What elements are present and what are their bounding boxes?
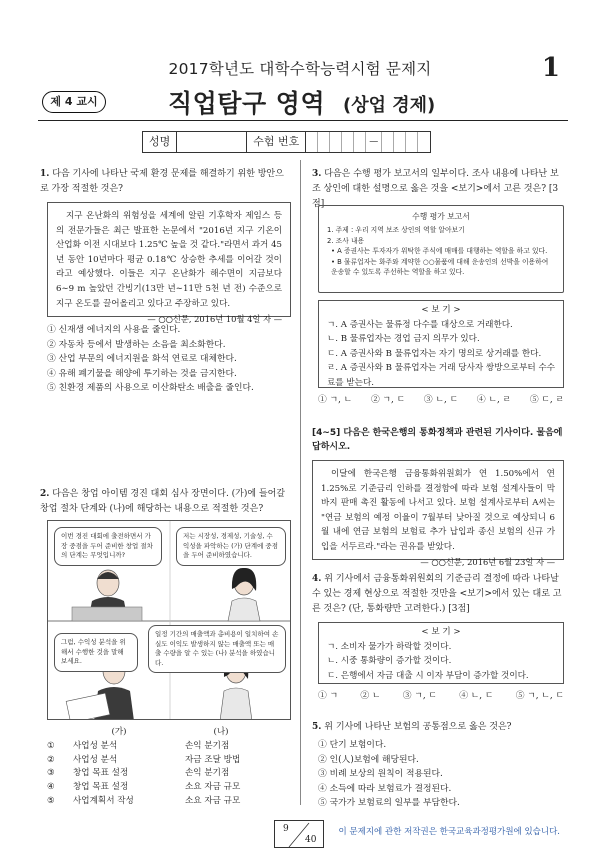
question-4 — [312, 572, 564, 617]
column-header-ga: (가) — [111, 727, 127, 737]
name-label: 성명 — [143, 132, 177, 152]
table-row[interactable]: ② 사업성 분석 자금 조달 방법 — [47, 754, 241, 765]
q1-source: — ○○신문, 2016년 10월 4일 자 — — [147, 314, 282, 325]
exam-number-dash: — — [366, 132, 382, 152]
question-text: 위 기사에 나타난 보험의 공통점으로 옳은 것은? — [324, 722, 512, 732]
exam-number-digit[interactable] — [418, 132, 430, 152]
table-row[interactable]: ① 사업성 분석 손익 분기점 — [47, 740, 230, 751]
question-5 — [312, 720, 564, 735]
table-row[interactable]: ⑤ 사업계획서 작성 소요 자금 규모 — [47, 795, 241, 806]
report-title: 수행 평가 보고서 — [412, 212, 470, 221]
bogi-label: < 보 기 > — [421, 305, 461, 315]
answer-option[interactable]: ③ ㄱ, ㄷ — [402, 691, 437, 701]
copyright-notice: 이 문제지에 관한 저작권은 한국교육과정평가원에 있습니다. — [338, 827, 560, 837]
speech-bubble-judge-1: 이번 경진 대회에 출전하면서 가장 중점을 두어 준비한 창업 절차의 단계는 무엇입니까? — [54, 527, 162, 566]
speech-bubble-contestant-2: 일정 기간의 매출액과 총비용이 일치하여 손실도 이익도 발생하지 않는 매출액 또는 매출 수량을 알 수 있는 (나) 분석을 하였습니다. — [148, 625, 286, 673]
q5-choices — [318, 738, 460, 811]
choice[interactable]: ② 자동차 등에서 발생하는 소음을 최소화한다. — [47, 339, 226, 350]
q2-answer-table — [47, 726, 291, 809]
bogi-item: ㄱ. 소비자 물가가 하락할 것이다. — [327, 641, 452, 652]
bogi-item: ㄹ. A 증권사와 B 물류업자는 거래 당사자 쌍방으로부터 수수료를 받는다. — [327, 363, 556, 388]
table-row[interactable]: ③ 창업 목표 설정 손익 분기점 — [47, 768, 230, 779]
choice[interactable]: ① 신재생 에너지의 사용을 줄인다. — [47, 325, 181, 335]
page-counter — [274, 820, 324, 848]
question-text: 다음은 창업 아이템 경진 대회 심사 장면이다. (가)에 들어갈 창업 절차 단계와 (나)에 해당하는 내용으로 적절한 것은? — [40, 489, 286, 514]
bogi-item: ㄴ. B 물류업자는 경업 금지 의무가 있다. — [327, 334, 480, 345]
q1-passage: 지구 온난화의 위험성을 세계에 알린 기후학자 제임스 등의 전문가들은 최근 발표한 논문에서 "2016년 지구 기온이 산업화 이전 시대보다 1.25℃ 높을 것 같다."라면서 과거 45년 동안 10년마다 평균 0.18℃ 상승한 추세를 이어갈 것이라고 예상했다. 이들은 지구 온난화가 해수면이 지금보다 6∼9 m 높았던 간빙기(13만 년∼11만 5천 년 전) 수준으로 지구 온도를 끌어올리고 있다고 주장하고 있다. — [56, 211, 282, 309]
bogi-item: ㄷ. A 증권사와 B 물류업자는 자기 명의로 상거래를 한다. — [327, 348, 542, 359]
table-row[interactable]: ④ 창업 목표 설정 소요 자금 규모 — [47, 782, 241, 793]
exam-number-label: 수험 번호 — [247, 132, 306, 152]
answer-option[interactable]: ④ ㄴ, ㄷ — [459, 691, 494, 701]
q1-passage-box — [47, 202, 291, 325]
page-number: 1 — [541, 53, 560, 83]
bogi-label: < 보 기 > — [421, 627, 461, 637]
choice[interactable]: ② 인(人)보험에 해당된다. — [318, 754, 419, 765]
exam-number-digit[interactable] — [406, 132, 418, 152]
q2-cartoon — [47, 520, 291, 720]
contestant-figure-top — [228, 568, 260, 621]
exam-number-digit[interactable] — [342, 132, 354, 152]
bogi-item: ㄴ. 시중 통화량이 증가할 것이다. — [327, 656, 452, 667]
question-number: 2. — [40, 489, 50, 499]
question-number: 3. — [312, 169, 322, 179]
bogi-item: ㄷ. 은행에서 자금 대출 시 이자 부담이 증가할 것이다. — [327, 670, 529, 681]
answer-option[interactable]: ② ㄴ — [360, 691, 381, 701]
choice[interactable]: ④ 소득에 따라 보험료가 결정된다. — [318, 783, 452, 794]
q1-choices — [47, 323, 254, 396]
question-number: 1. — [40, 169, 50, 179]
answer-option[interactable]: ① ㄱ, ㄴ — [318, 395, 353, 405]
q4-answer-options — [318, 690, 564, 703]
answer-option[interactable]: ③ ㄴ, ㄷ — [423, 395, 459, 405]
choice[interactable]: ⑤ 국가가 보험료의 일부를 부담한다. — [318, 798, 460, 809]
report-line: 1. 주제 : 우리 지역 보조 상인의 역할 알아보기 — [327, 226, 465, 235]
page-total: 40 — [305, 835, 317, 845]
page-current: 9 — [283, 824, 289, 834]
subject-area-title: 직업탐구 영역 — [168, 89, 326, 118]
choice[interactable]: ③ 산업 부문의 에너지원을 화석 연료로 대체한다. — [47, 354, 237, 365]
name-field[interactable] — [177, 132, 247, 152]
bogi-item: ㄱ. A 증권사는 물류정 다수를 대상으로 거래한다. — [327, 319, 513, 330]
speech-bubble-judge-2: 그럼, 수익성 분석을 위해서 수행한 것을 말해 보세요. — [54, 633, 138, 672]
judge-figure-top — [72, 570, 142, 621]
table-header — [47, 726, 291, 740]
q4-bogi-box — [318, 622, 564, 684]
exam-number-digit[interactable] — [306, 132, 318, 152]
speech-bubble-contestant-1: 저는 시장성, 경제성, 기술성, 수익성을 파악하는 (가) 단계에 중점을 두어 준비하였습니다. — [176, 527, 286, 566]
q45-heading: [4∼5] 다음은 한국은행의 통화정책과 관련된 기사이다. 물음에 답하시오. — [312, 428, 563, 452]
column-header-na: (나) — [213, 727, 229, 737]
answer-option[interactable]: ⑤ ㄱ, ㄴ, ㄷ — [515, 691, 564, 701]
report-line: • A 증권사는 투자자가 위탁한 주식에 매매를 대행하는 역할을 하고 있다. — [331, 247, 548, 256]
title-rule — [38, 120, 568, 121]
choice[interactable]: ④ 유해 폐기물을 해양에 투기하는 것을 금지한다. — [47, 368, 237, 379]
exam-title: 2017학년도 대학수학능력시험 문제지 — [168, 60, 432, 78]
q45-passage-box — [312, 460, 564, 567]
answer-option[interactable]: ⑤ ㄷ, ㄹ — [529, 395, 564, 405]
question-1 — [40, 167, 290, 197]
question-text: 다음은 수행 평가 보고서의 일부이다. 조사 내용에 나타난 보조 상인에 대한 설명으로 옳은 것을 <보기>에서 고른 것은? [3점] — [312, 169, 559, 209]
answer-option[interactable]: ② ㄱ, ㄷ — [370, 395, 406, 405]
choice[interactable]: ③ 비례 보상의 원칙이 적용된다. — [318, 769, 443, 780]
q3-report-box — [318, 205, 564, 293]
answer-option[interactable]: ① ㄱ — [318, 691, 339, 701]
choice[interactable]: ⑤ 친환경 제품의 사용으로 이산화탄소 배출을 줄인다. — [47, 383, 254, 394]
q3-answer-options — [318, 394, 564, 407]
blank-ga: 가 — [233, 541, 240, 550]
choice[interactable]: ① 단기 보험이다. — [318, 740, 387, 750]
exam-number-digit[interactable] — [394, 132, 406, 152]
exam-number-digit[interactable] — [354, 132, 366, 152]
column-divider — [300, 160, 301, 805]
q45-passage: 이달에 한국은행 금융통화위원회가 연 1.50%에서 연 1.25%로 기준금리 인하를 결정함에 따라 보험 설계사들이 막바지 판매 촉진 활동에 나서고 있다. 보험 설계사로부터 A씨는 "연금 보험의 예정 이율이 7월부터 낮아질 것으로 예상되니 6월 내에 연금 보험의 보험료 추가 납입과 종신 보험의 신규 가입을 서두르라."라는 권유를 받았다. — [321, 469, 555, 552]
session-badge: 제 4 교시 — [42, 91, 106, 113]
blank-na: 나 — [218, 649, 225, 658]
student-id-row — [142, 131, 431, 153]
exam-number-digit[interactable] — [382, 132, 394, 152]
report-line: 2. 조사 내용 — [327, 236, 365, 245]
q3-bogi-box — [318, 300, 564, 388]
question-number: 5. — [312, 722, 322, 732]
report-line: • B 물류업자는 화주와 계약한 ○○물품에 대해 운송인의 선박을 이용하여 운송할 수 있도록 주선하는 역할을 하고 있다. — [331, 257, 549, 277]
q45-source: — ○○신문, 2016년 6월 23일 자 — — [420, 556, 555, 567]
answer-option[interactable]: ④ ㄴ, ㄹ — [476, 395, 512, 405]
question-text: 위 기사에서 금융통화위원회의 기준금리 결정에 따라 나타날 수 있는 경제 현상으로 적절한 것만을 <보기>에서 있는 대로 고른 것은? (단, 통화량만 고려한다.) [3점] — [312, 574, 562, 614]
exam-number-digit[interactable] — [318, 132, 330, 152]
question-number: 4. — [312, 574, 322, 584]
subject-subtitle: (상업 경제) — [343, 95, 436, 116]
question-text: 다음 기사에 나타난 국제 환경 문제를 해결하기 위한 방안으로 가장 적절한 것은? — [40, 169, 284, 194]
exam-number-digit[interactable] — [330, 132, 342, 152]
question-2 — [40, 487, 290, 517]
